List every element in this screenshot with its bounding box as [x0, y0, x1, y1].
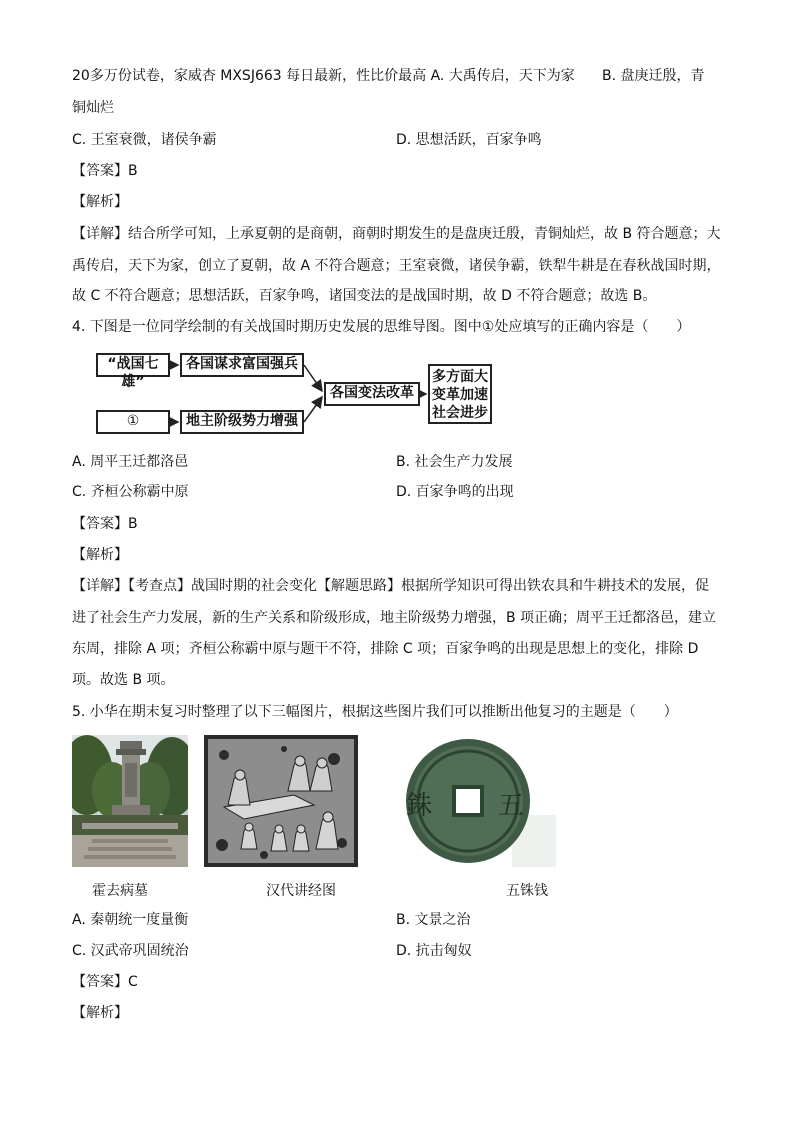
q3-analysis: 【解析】 [72, 194, 128, 210]
tomb-photo [72, 735, 188, 867]
q5-option-c: C. 汉武帝巩固统治 [72, 943, 189, 959]
q4-option-b: B. 社会生产力发展 [396, 454, 513, 470]
q4-option-c: C. 齐桓公称霸中原 [72, 484, 189, 500]
q3-option-b: B. 盘庚迁殷，青 [602, 68, 705, 84]
q3-line1: 20多万份试卷，家威杏 MXSJ663 每日最新，性比价最高 A. 大禹传启，天下为家 [72, 68, 575, 84]
mindmap-box-seven-states: “战国七雄” [96, 353, 170, 377]
caption-coin: 五铢钱 [506, 883, 548, 899]
mindmap-box-blank: ① [96, 410, 170, 434]
q3-line2: 铜灿烂 [72, 100, 114, 116]
q4-detail-line4: 项。故选 B 项。 [72, 672, 175, 688]
q4-option-d: D. 百家争鸣的出现 [396, 484, 514, 500]
result-line2: 变革加速 [432, 387, 488, 403]
q5-option-b: B. 文景之治 [396, 912, 471, 928]
q5-answer: 【答案】C [72, 974, 138, 990]
q5-analysis: 【解析】 [72, 1005, 128, 1021]
q4-detail-line1: 【详解】【考查点】战国时期的社会变化【解题思路】根据所学知识可得出铁农具和牛耕技术的发展，促 [72, 578, 709, 594]
lecture-rubbing [204, 735, 358, 867]
q4-option-a: A. 周平王迁都洛邑 [72, 454, 189, 470]
q3-detail-line2: 禹传启，天下为家，创立了夏朝，故 A 不符合题意；王室衰微，诸侯争霸，铁犁牛耕是在春秋战国时期， [72, 258, 721, 274]
q4-detail-line3: 东周，排除 A 项；齐桓公称霸中原与题干不符，排除 C 项；百家争鸣的出现是思想上的变化，排除 D [72, 641, 699, 657]
q5-stem: 5. 小华在期末复习时整理了以下三幅图片，根据这些图片我们可以推断出他复习的主题是（ ） [72, 704, 678, 720]
mindmap-box-reforms: 各国变法改革 [324, 382, 420, 406]
mindmap-box-landlord-class: 地主阶级势力增强 [180, 410, 304, 434]
mindmap-box-result [428, 364, 492, 424]
result-line3: 社会进步 [432, 405, 488, 421]
q3-detail-line1: 【详解】结合所学可知，上承夏朝的是商朝，商朝时期发生的是盘庚迁殷，青铜灿烂，故 B 符合题意；大 [72, 226, 721, 242]
q3-answer: 【答案】B [72, 163, 138, 179]
q3-detail-line3: 故 C 不符合题意；思想活跃，百家争鸣，诸国变法的是战国时期，故 D 不符合题意；故选 B。 [72, 288, 657, 304]
q4-stem: 4. 下图是一位同学绘制的有关战国时期历史发展的思维导图。图中①处应填写的正确内容是（ ） [72, 319, 691, 335]
coin-character-zhu: 銖 [406, 791, 433, 821]
result-line1: 多方面大 [432, 369, 488, 385]
coin-character-wu: 五 [498, 791, 525, 821]
caption-tomb: 霍去病墓 [92, 883, 148, 899]
mindmap-box-rich-strong: 各国谋求富国强兵 [180, 353, 304, 377]
q4-answer: 【答案】B [72, 516, 138, 532]
q4-detail-line2: 进了社会生产力发展，新的生产关系和阶级形成，地主阶级势力增强，B 项正确；周平王迁都洛邑，建立 [72, 610, 717, 626]
caption-lecture: 汉代讲经图 [266, 883, 336, 899]
q4-analysis: 【解析】 [72, 547, 128, 563]
q3-option-d: D. 思想活跃，百家争鸣 [396, 132, 542, 148]
q5-option-d: D. 抗击匈奴 [396, 943, 472, 959]
wuzhu-coin-photo [392, 735, 556, 867]
q3-option-c: C. 王室衰微，诸侯争霸 [72, 132, 217, 148]
q5-option-a: A. 秦朝统一度量衡 [72, 912, 189, 928]
